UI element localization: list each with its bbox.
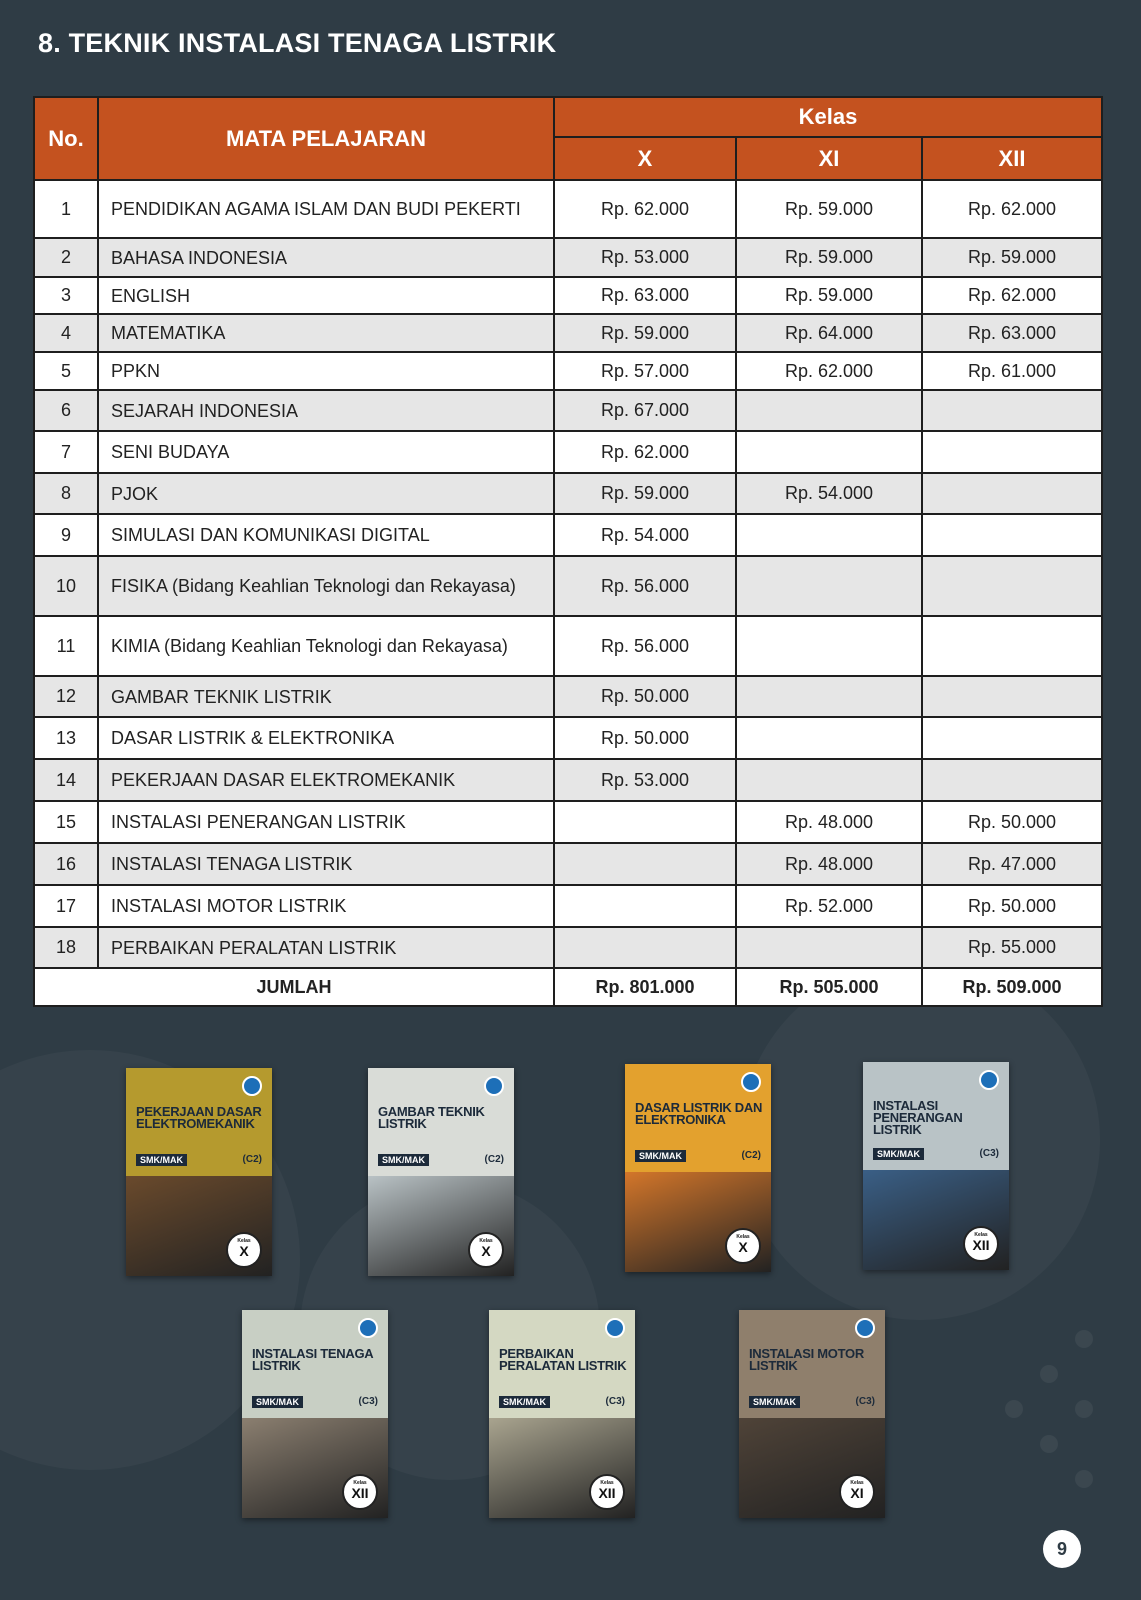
price-kelas-xi [736,676,922,717]
price-kelas-x: Rp. 67.000 [554,390,736,431]
price-kelas-xii [922,431,1102,473]
row-number: 16 [34,843,98,885]
row-number: 18 [34,927,98,968]
kelas-badge-label: Kelas [479,1238,493,1244]
subject-name: FISIKA (Bidang Keahlian Teknologi dan Rekayasa) [98,556,554,616]
price-kelas-x: Rp. 53.000 [554,759,736,801]
total-kelas-x: Rp. 801.000 [554,968,736,1006]
row-number: 14 [34,759,98,801]
price-kelas-xii [922,514,1102,556]
price-kelas-xii: Rp. 59.000 [922,238,1102,277]
table-row [34,676,1102,717]
row-number: 2 [34,238,98,277]
price-kelas-x: Rp. 57.000 [554,352,736,390]
book-cover [126,1068,272,1276]
price-kelas-xii [922,759,1102,801]
price-kelas-xii: Rp. 62.000 [922,277,1102,314]
price-kelas-x [554,927,736,968]
price-kelas-xii [922,390,1102,431]
header-mata-pelajaran: MATA PELAJARAN [98,97,554,180]
kelas-badge [963,1226,999,1262]
price-kelas-x: Rp. 62.000 [554,180,736,238]
table-row [34,801,1102,843]
book-cover [625,1064,771,1272]
book-code: (C2) [242,1154,262,1165]
price-kelas-xii [922,676,1102,717]
table-row [34,431,1102,473]
row-number: 11 [34,616,98,676]
price-kelas-x: Rp. 53.000 [554,238,736,277]
book-level: SMK/MAK [499,1396,550,1408]
table-row [34,885,1102,927]
kelas-badge [342,1474,378,1510]
price-kelas-xi [736,390,922,431]
price-kelas-xi: Rp. 64.000 [736,314,922,352]
row-number: 3 [34,277,98,314]
price-kelas-xi: Rp. 48.000 [736,843,922,885]
price-kelas-x: Rp. 59.000 [554,473,736,514]
subject-name: PENDIDIKAN AGAMA ISLAM DAN BUDI PEKERTI [98,180,554,238]
total-kelas-xi: Rp. 505.000 [736,968,922,1006]
subject-name: SEJARAH INDONESIA [98,390,554,431]
subject-name: PEKERJAAN DASAR ELEKTROMEKANIK [98,759,554,801]
price-kelas-xi: Rp. 62.000 [736,352,922,390]
table-body [34,180,1102,1006]
table-row [34,843,1102,885]
table-row [34,759,1102,801]
header-kelas-xii: XII [922,137,1102,180]
book-level: SMK/MAK [635,1150,686,1162]
book-cover [863,1062,1009,1270]
price-kelas-xi [736,616,922,676]
page-number: 9 [1043,1530,1081,1568]
subject-name: BAHASA INDONESIA [98,238,554,277]
book-level: SMK/MAK [252,1396,303,1408]
price-kelas-xii: Rp. 61.000 [922,352,1102,390]
price-kelas-xi: Rp. 54.000 [736,473,922,514]
price-kelas-xii [922,473,1102,514]
page-title: 8. TEKNIK INSTALASI TENAGA LISTRIK [38,28,557,58]
book-code: (C3) [855,1396,875,1407]
row-number: 1 [34,180,98,238]
price-kelas-x [554,801,736,843]
kelas-badge [226,1232,262,1268]
subject-name: SENI BUDAYA [98,431,554,473]
ministry-logo-icon [979,1070,999,1090]
table-row [34,238,1102,277]
table-row [34,616,1102,676]
table-row [34,717,1102,759]
kelas-badge-label: Kelas [353,1480,367,1486]
book-title: INSTALASI PENERANGAN LISTRIK [873,1098,963,1137]
row-number: 13 [34,717,98,759]
subject-name: PPKN [98,352,554,390]
price-kelas-xi [736,556,922,616]
book-cover [489,1310,635,1518]
price-kelas-xi: Rp. 59.000 [736,238,922,277]
price-kelas-xii: Rp. 62.000 [922,180,1102,238]
kelas-badge-value: XI [850,1485,864,1501]
ministry-logo-icon [741,1072,761,1092]
row-number: 8 [34,473,98,514]
subject-name: MATEMATIKA [98,314,554,352]
ministry-logo-icon [855,1318,875,1338]
table-row [34,352,1102,390]
kelas-badge-value: X [738,1239,748,1255]
kelas-badge-label: Kelas [600,1480,614,1486]
price-kelas-x: Rp. 63.000 [554,277,736,314]
ministry-logo-icon [605,1318,625,1338]
price-kelas-xi [736,927,922,968]
table-row [34,314,1102,352]
book-title: PERBAIKAN PERALATAN LISTRIK [499,1346,627,1373]
table-row [34,556,1102,616]
ministry-logo-icon [484,1076,504,1096]
price-kelas-xii: Rp. 50.000 [922,885,1102,927]
price-kelas-x: Rp. 50.000 [554,717,736,759]
book-title: INSTALASI MOTOR LISTRIK [749,1346,864,1373]
price-kelas-xii [922,556,1102,616]
header-no: No. [34,97,98,180]
price-kelas-x: Rp. 59.000 [554,314,736,352]
subject-name: PJOK [98,473,554,514]
price-kelas-xii [922,616,1102,676]
row-number: 15 [34,801,98,843]
book-code: (C2) [484,1154,504,1165]
book-title: DASAR LISTRIK DAN ELEKTRONIKA [635,1100,763,1127]
book-cover [368,1068,514,1276]
book-title: GAMBAR TEKNIK LISTRIK [378,1104,485,1131]
price-kelas-xi [736,759,922,801]
price-kelas-x: Rp. 54.000 [554,514,736,556]
kelas-badge-label: Kelas [850,1480,864,1486]
kelas-badge-value: XII [972,1237,990,1253]
subject-name: GAMBAR TEKNIK LISTRIK [98,676,554,717]
row-number: 12 [34,676,98,717]
table-row [34,514,1102,556]
price-kelas-x [554,843,736,885]
subject-name: INSTALASI TENAGA LISTRIK [98,843,554,885]
header-kelas: Kelas [554,97,1102,137]
row-number: 6 [34,390,98,431]
row-number: 17 [34,885,98,927]
book-code: (C3) [605,1396,625,1407]
kelas-badge-value: X [239,1243,249,1259]
book-cover [242,1310,388,1518]
book-title: PEKERJAAN DASAR ELEKTROMEKANIK [136,1104,262,1131]
table-row [34,473,1102,514]
kelas-badge-value: X [481,1243,491,1259]
row-number: 5 [34,352,98,390]
price-kelas-xi: Rp. 48.000 [736,801,922,843]
ministry-logo-icon [242,1076,262,1096]
table-row [34,277,1102,314]
price-kelas-x: Rp. 56.000 [554,616,736,676]
price-kelas-xii [922,717,1102,759]
price-kelas-xi [736,514,922,556]
book-code: (C3) [979,1148,999,1159]
price-kelas-xii: Rp. 50.000 [922,801,1102,843]
book-cover [739,1310,885,1518]
subject-name: PERBAIKAN PERALATAN LISTRIK [98,927,554,968]
price-table [33,96,1103,1007]
subject-name: ENGLISH [98,277,554,314]
row-number: 7 [34,431,98,473]
book-code: (C2) [741,1150,761,1161]
price-kelas-x [554,885,736,927]
row-number: 4 [34,314,98,352]
book-level: SMK/MAK [749,1396,800,1408]
book-level: SMK/MAK [136,1154,187,1166]
kelas-badge-value: XII [598,1485,616,1501]
price-kelas-xi: Rp. 59.000 [736,180,922,238]
header-kelas-x: X [554,137,736,180]
header-kelas-xi: XI [736,137,922,180]
total-kelas-xii: Rp. 509.000 [922,968,1102,1006]
subject-name: SIMULASI DAN KOMUNIKASI DIGITAL [98,514,554,556]
row-number: 9 [34,514,98,556]
total-label: JUMLAH [34,968,554,1006]
price-kelas-x: Rp. 56.000 [554,556,736,616]
subject-name: DASAR LISTRIK & ELEKTRONIKA [98,717,554,759]
price-kelas-xii: Rp. 47.000 [922,843,1102,885]
total-row [34,968,1102,1006]
price-kelas-x: Rp. 62.000 [554,431,736,473]
price-kelas-xii: Rp. 55.000 [922,927,1102,968]
subject-name: KIMIA (Bidang Keahlian Teknologi dan Rekayasa) [98,616,554,676]
table-row [34,180,1102,238]
price-kelas-xi: Rp. 59.000 [736,277,922,314]
row-number: 10 [34,556,98,616]
kelas-badge-label: Kelas [736,1234,750,1240]
kelas-badge-value: XII [351,1485,369,1501]
price-kelas-x: Rp. 50.000 [554,676,736,717]
subject-name: INSTALASI MOTOR LISTRIK [98,885,554,927]
kelas-badge [725,1228,761,1264]
subject-name: INSTALASI PENERANGAN LISTRIK [98,801,554,843]
kelas-badge-label: Kelas [237,1238,251,1244]
table-row [34,390,1102,431]
ministry-logo-icon [358,1318,378,1338]
price-kelas-xi: Rp. 52.000 [736,885,922,927]
kelas-badge-label: Kelas [974,1232,988,1238]
book-title: INSTALASI TENAGA LISTRIK [252,1346,373,1373]
book-code: (C3) [358,1396,378,1407]
price-kelas-xii: Rp. 63.000 [922,314,1102,352]
price-kelas-xi [736,431,922,473]
table-row [34,927,1102,968]
price-kelas-xi [736,717,922,759]
book-level: SMK/MAK [873,1148,924,1160]
book-level: SMK/MAK [378,1154,429,1166]
kelas-badge [468,1232,504,1268]
kelas-badge [589,1474,625,1510]
kelas-badge [839,1474,875,1510]
